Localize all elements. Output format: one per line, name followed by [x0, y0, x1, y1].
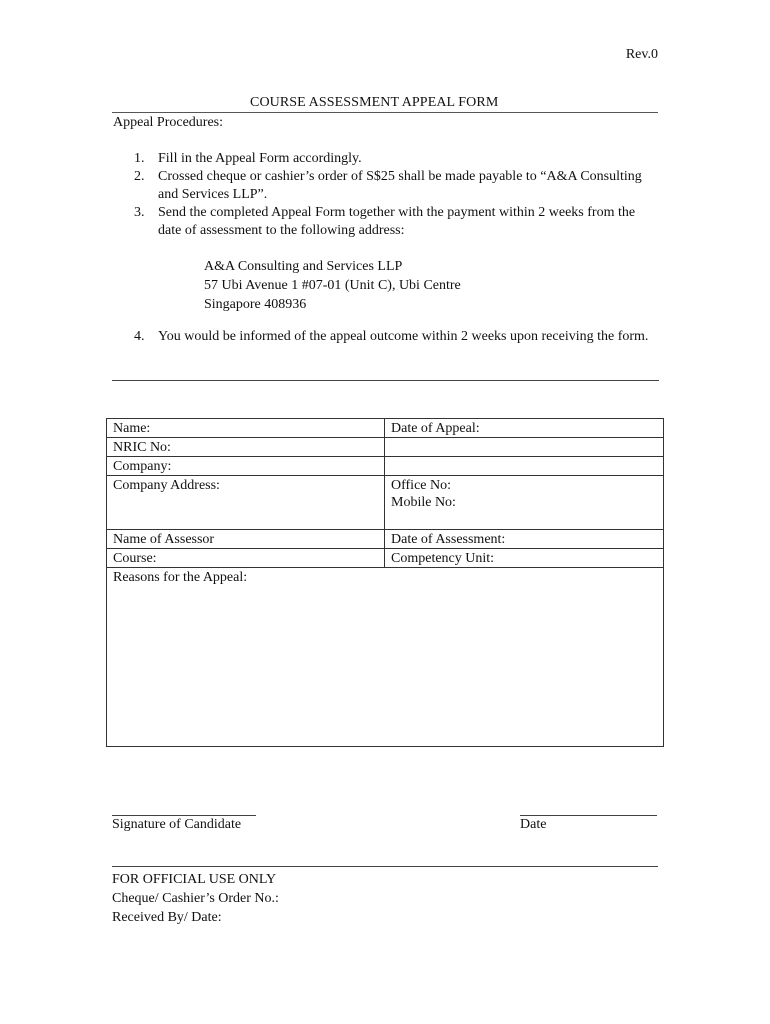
step-number: 1.	[134, 151, 145, 166]
form-title: COURSE ASSESSMENT APPEAL FORM	[250, 95, 499, 110]
official-divider	[112, 866, 658, 867]
procedure-step	[112, 328, 660, 346]
mobile-no-label: Mobile No:	[391, 495, 456, 510]
signature-line	[112, 815, 256, 816]
competency-unit-field[interactable]	[385, 549, 664, 568]
step-text: Crossed cheque or cashier’s order of S$25 shall be made payable to “A&A Consulting and Services LLP”.	[158, 169, 642, 202]
address-line: 57 Ubi Avenue 1 #07-01 (Unit C), Ubi Centre	[204, 278, 461, 293]
received-by-label: Received By/ Date:	[112, 910, 222, 925]
procedure-step	[112, 204, 660, 240]
step-text: Send the completed Appeal Form together with the payment within 2 weeks from the date of assessment to the following address:	[158, 205, 636, 238]
mailing-address	[204, 257, 461, 314]
official-heading: FOR OFFICIAL USE ONLY	[112, 872, 277, 887]
address-line: Singapore 408936	[204, 297, 307, 312]
procedure-steps	[112, 150, 660, 240]
procedure-step	[112, 168, 660, 204]
official-use-section	[112, 870, 279, 927]
company-address-label: Company Address:	[113, 478, 220, 493]
cheque-number-label: Cheque/ Cashier’s Order No.:	[112, 891, 279, 906]
date-of-assessment-field[interactable]	[385, 530, 664, 549]
competency-unit-label: Competency Unit:	[391, 551, 495, 566]
step-number: 3.	[134, 205, 145, 220]
date-of-assessment-label: Date of Assessment:	[391, 532, 506, 547]
blank-cell[interactable]	[385, 457, 664, 476]
date-of-appeal-field[interactable]	[385, 419, 664, 438]
blank-cell[interactable]	[385, 438, 664, 457]
assessor-field[interactable]	[107, 530, 385, 549]
name-field[interactable]	[107, 419, 385, 438]
section-divider	[112, 380, 659, 381]
date-line	[520, 815, 657, 816]
date-of-appeal-label: Date of Appeal:	[391, 421, 480, 436]
step-number: 4.	[134, 329, 145, 344]
address-line: A&A Consulting and Services LLP	[204, 259, 403, 274]
reasons-label: Reasons for the Appeal:	[113, 570, 248, 585]
nric-field[interactable]	[107, 438, 385, 457]
name-label: Name:	[113, 421, 151, 436]
company-label: Company:	[113, 459, 172, 474]
assessor-label: Name of Assessor	[113, 532, 215, 547]
contact-numbers-field[interactable]	[385, 476, 664, 530]
revision-label: Rev.0	[625, 47, 658, 62]
reasons-field[interactable]	[107, 568, 664, 747]
step-number: 2.	[134, 169, 145, 184]
step-text: Fill in the Appeal Form accordingly.	[158, 151, 362, 166]
company-field[interactable]	[107, 457, 385, 476]
date-label: Date	[520, 817, 547, 832]
appeal-form-table	[106, 418, 664, 747]
company-address-field[interactable]	[107, 476, 385, 530]
procedures-heading: Appeal Procedures:	[113, 115, 224, 130]
procedure-step	[112, 150, 660, 168]
course-label: Course:	[113, 551, 157, 566]
office-no-label: Office No:	[391, 478, 451, 493]
nric-label: NRIC No:	[113, 440, 171, 455]
step-text: You would be informed of the appeal outcome within 2 weeks upon receiving the form.	[158, 329, 649, 344]
signature-label: Signature of Candidate	[112, 817, 242, 832]
title-underline	[112, 112, 658, 113]
course-field[interactable]	[107, 549, 385, 568]
